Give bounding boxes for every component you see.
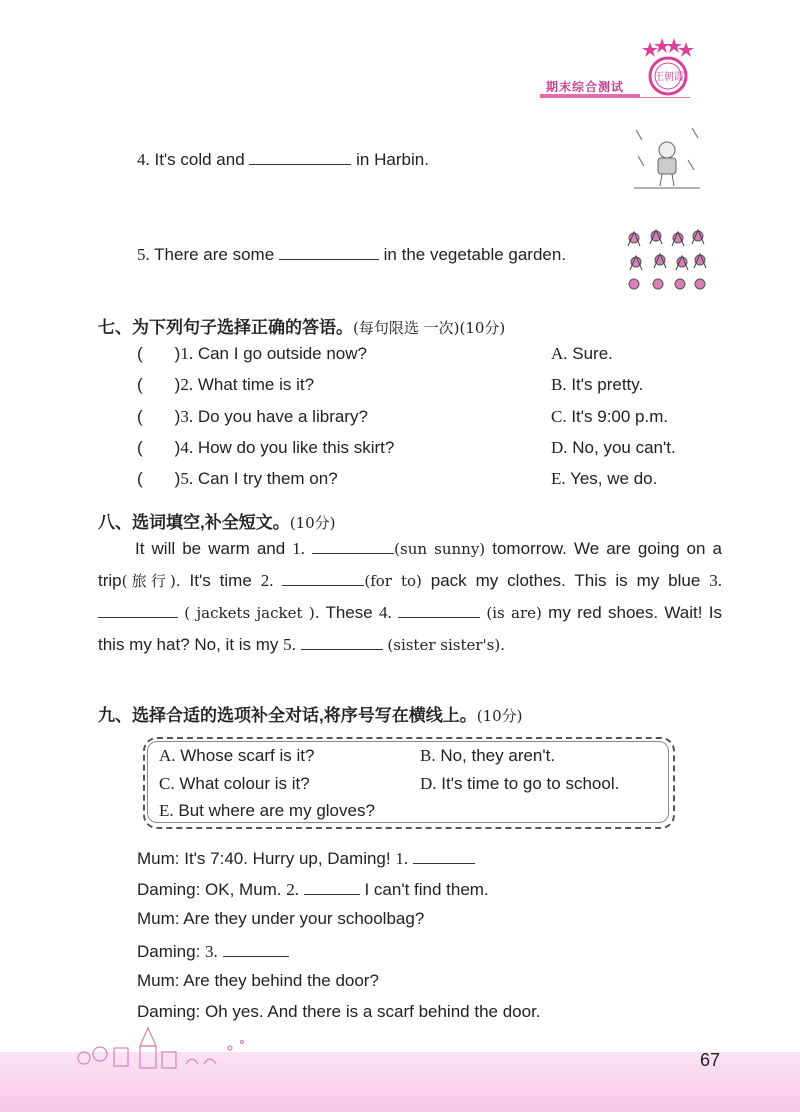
answer-text: Yes, we do. xyxy=(570,469,658,488)
cloze-blank[interactable] xyxy=(398,601,480,618)
cloze-passage xyxy=(98,533,722,661)
paren-open: ( xyxy=(137,375,143,394)
badge-text: 王朝霞 xyxy=(654,72,684,83)
answer-letter: E. xyxy=(551,469,566,488)
answer-letter: A. xyxy=(551,344,568,363)
section-note: (每句限选 一次)(10分) xyxy=(353,319,506,337)
section-7-heading xyxy=(98,313,505,338)
dialogue-option xyxy=(420,746,555,766)
question-row xyxy=(137,438,394,458)
page-number: 67 xyxy=(700,1050,721,1070)
paren-close: ) xyxy=(174,438,181,457)
question-number: 5. xyxy=(180,469,194,488)
dialogue-text: Mum: It's 7:40. Hurry up, Daming! xyxy=(137,849,396,868)
question-row xyxy=(137,344,367,364)
dialogue-text: Daming: OK, Mum. xyxy=(137,880,287,899)
section-note: (10分) xyxy=(289,514,336,532)
question-row xyxy=(137,375,314,395)
dialogue-option xyxy=(159,801,375,821)
passage-text: . It's time xyxy=(175,571,261,590)
item-text-before: It's cold and xyxy=(154,150,245,169)
question-text: What time is it? xyxy=(197,375,315,394)
snow-icon xyxy=(632,126,702,194)
dialogue-text: Mum: Are they behind the door? xyxy=(137,971,379,990)
option-letter: A. xyxy=(159,746,176,765)
answer-option xyxy=(551,407,668,427)
paren-open: ( xyxy=(137,469,143,488)
header-divider xyxy=(540,94,640,98)
dialogue-blank[interactable] xyxy=(223,940,289,957)
dialogue-line xyxy=(137,847,475,869)
paren-close: ) xyxy=(174,375,181,394)
paren-close: ) xyxy=(174,344,181,363)
fill-blank-item-5 xyxy=(137,243,566,265)
dialogue-option xyxy=(159,746,314,766)
question-number: 2. xyxy=(180,375,194,394)
footer-decoration xyxy=(70,1024,250,1074)
section-title: 八、选词填空,补全短文。 xyxy=(98,513,290,532)
option-text: What colour is it? xyxy=(179,774,310,793)
passage-text: These xyxy=(319,603,379,622)
paren-close: ) xyxy=(174,469,181,488)
option-text: It's time to go to school. xyxy=(441,774,620,793)
section-label: 期末综合测试 xyxy=(546,80,625,94)
question-text: Can I go outside now? xyxy=(197,344,367,363)
passage-end: . xyxy=(500,635,505,654)
cloze-blank[interactable] xyxy=(301,633,383,650)
answer-option xyxy=(551,375,643,395)
blank-number: 3. xyxy=(709,571,722,590)
paren-open: ( xyxy=(137,438,143,457)
passage-text: my red shoes. Wait! Is this my hat? No, it is my xyxy=(98,603,722,654)
answer-blank[interactable] xyxy=(279,243,379,260)
answer-letter: D. xyxy=(551,438,568,457)
header-badge xyxy=(640,38,696,98)
answer-letter: B. xyxy=(551,375,567,394)
section-note: (10分) xyxy=(476,707,523,725)
answer-option xyxy=(551,344,613,364)
answer-text: It's pretty. xyxy=(571,375,644,394)
question-text: How do you like this skirt? xyxy=(197,438,395,457)
word-options: (for to) xyxy=(364,572,422,590)
dialogue-line xyxy=(137,878,489,900)
option-text: Whose scarf is it? xyxy=(180,746,315,765)
section-title: 七、为下列句子选择正确的答语。 xyxy=(98,318,353,337)
dialogue-line xyxy=(137,971,379,991)
word-options: ( jackets jacket ). xyxy=(184,604,320,622)
blank-number: 2. xyxy=(260,571,274,590)
item-text-after: in Harbin. xyxy=(356,150,429,169)
option-letter: C. xyxy=(159,774,175,793)
question-number: 4. xyxy=(180,438,194,457)
cloze-blank[interactable] xyxy=(312,537,394,554)
question-number: 3. xyxy=(180,407,194,426)
blank-number: 4. xyxy=(379,603,392,622)
blank-number: 5. xyxy=(283,635,296,654)
blank-number: 1. xyxy=(292,539,306,558)
dialogue-text: Daming: xyxy=(137,942,206,961)
dialogue-blank[interactable] xyxy=(304,878,360,895)
dialogue-text: Mum: Are they under your schoolbag? xyxy=(137,909,425,928)
word-options: (sun sunny) xyxy=(394,540,486,558)
passage-text: pack my clothes. This is my blue xyxy=(421,571,710,590)
blank-number: 1. xyxy=(395,849,409,868)
paren-close: ) xyxy=(174,407,181,426)
item-text-after: in the vegetable garden. xyxy=(383,245,567,264)
cloze-blank[interactable] xyxy=(282,569,364,586)
answer-text: Sure. xyxy=(572,344,613,363)
answer-text: No, you can't. xyxy=(572,438,676,457)
vegetable-garden-illustration xyxy=(622,226,708,296)
section-title: 九、选择合适的选项补全对话,将序号写在横线上。 xyxy=(98,706,477,725)
dialogue-line xyxy=(137,1002,541,1022)
question-number: 1. xyxy=(180,344,194,363)
option-letter: B. xyxy=(420,746,436,765)
question-row xyxy=(137,407,368,427)
dialogue-text-after: I can't find them. xyxy=(359,880,489,899)
dialogue-option xyxy=(159,774,310,794)
item-number: 5. xyxy=(137,245,150,264)
question-row xyxy=(137,469,338,489)
castle-decoration-icon xyxy=(70,1024,250,1074)
section-9-heading xyxy=(98,701,523,726)
boy-in-snow-illustration xyxy=(632,126,702,194)
section-8-heading xyxy=(98,508,336,533)
word-options: (is are) xyxy=(486,604,542,622)
dialogue-line xyxy=(137,909,424,929)
fill-blank-item-4 xyxy=(137,148,429,170)
paren-open: ( xyxy=(137,407,143,426)
plants-icon xyxy=(622,226,708,296)
option-letter: E. xyxy=(159,801,174,820)
question-text: Do you have a library? xyxy=(197,407,368,426)
dialogue-option xyxy=(420,774,619,794)
passage-text: It will be warm and xyxy=(135,539,293,558)
blank-number: 3. xyxy=(205,942,218,961)
answer-option xyxy=(551,469,657,489)
question-text: Can I try them on? xyxy=(197,469,338,488)
option-text: No, they aren't. xyxy=(440,746,556,765)
blank-number: 2. xyxy=(286,880,300,899)
answer-text: It's 9:00 p.m. xyxy=(571,407,669,426)
option-letter: D. xyxy=(420,774,437,793)
item-text-before: There are some xyxy=(154,245,275,264)
dialogue-line xyxy=(137,940,289,962)
cloze-blank[interactable] xyxy=(98,601,178,618)
passage-text: tomorrow. We are going on a trip xyxy=(98,539,722,590)
item-number: 4. xyxy=(137,150,150,169)
option-text: But where are my gloves? xyxy=(178,801,375,820)
answer-blank[interactable] xyxy=(249,148,351,165)
word-options: (sister sister's) xyxy=(387,636,501,654)
answer-option xyxy=(551,438,676,458)
paren-open: ( xyxy=(137,344,143,363)
dialogue-blank[interactable] xyxy=(413,847,475,864)
dialogue-text: Daming: Oh yes. And there is a scarf behind the door. xyxy=(137,1002,541,1021)
header-line xyxy=(640,97,690,98)
translation-note: (旅行) xyxy=(121,572,176,590)
answer-letter: C. xyxy=(551,407,567,426)
